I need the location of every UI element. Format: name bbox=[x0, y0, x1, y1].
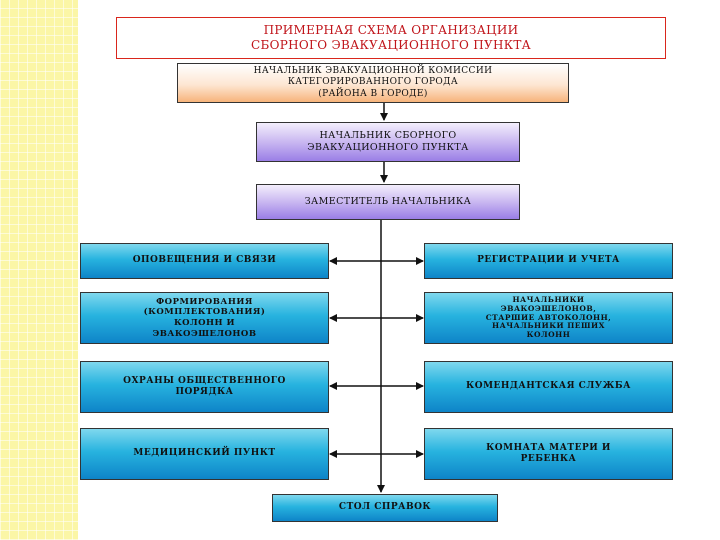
unit-public-order: ОХРАНЫ ОБЩЕСТВЕННОГО ПОРЯДКА bbox=[80, 361, 329, 413]
evacuation-commission-chief-box: НАЧАЛЬНИК ЭВАКУАЦИОННОЙ КОМИССИИ КАТЕГОРИРОВАННОГО ГОРОДА (РАЙОНА В ГОРОДЕ) bbox=[177, 63, 569, 103]
unit-registration-accounting: РЕГИСТРАЦИИ И УЧЕТА bbox=[424, 243, 673, 279]
unit-commandant-service: КОМЕНДАНТСКАЯ СЛУЖБА bbox=[424, 361, 673, 413]
assembly-point-chief-box: НАЧАЛЬНИК СБОРНОГО ЭВАКУАЦИОННОГО ПУНКТА bbox=[256, 122, 520, 162]
unit-medical-point: МЕДИЦИНСКИЙ ПУНКТ bbox=[80, 428, 329, 480]
unit-notification-communication: ОПОВЕЩЕНИЯ И СВЯЗИ bbox=[80, 243, 329, 279]
unit-mother-child-room: КОМНАТА МАТЕРИ И РЕБЕНКА bbox=[424, 428, 673, 480]
deputy-chief-box: ЗАМЕСТИТЕЛЬ НАЧАЛЬНИКА bbox=[256, 184, 520, 220]
unit-column-formation: ФОРМИРОВАНИЯ (КОМПЛЕКТОВАНИЯ) КОЛОНН И ЭВАКОЭШЕЛОНОВ bbox=[80, 292, 329, 344]
unit-echelon-column-chiefs: НАЧАЛЬНИКИ ЭВАКОЭШЕЛОНОВ, СТАРШИЕ АВТОКОЛОНН, НАЧАЛЬНИКИ ПЕШИХ КОЛОНН bbox=[424, 292, 673, 344]
info-desk-box: СТОЛ СПРАВОК bbox=[272, 494, 498, 522]
diagram-title: ПРИМЕРНАЯ СХЕМА ОРГАНИЗАЦИИ СБОРНОГО ЭВАКУАЦИОННОГО ПУНКТА bbox=[116, 17, 666, 59]
